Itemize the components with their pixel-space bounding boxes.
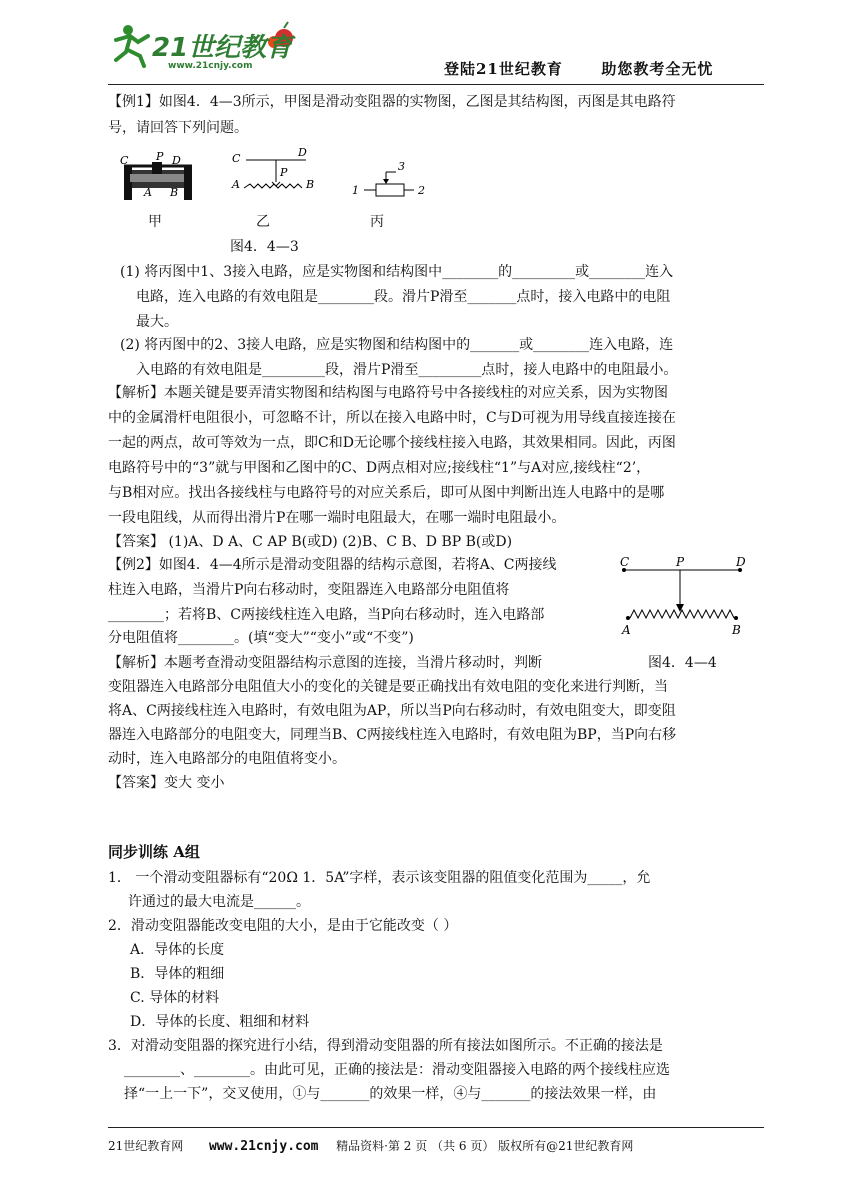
fig4-label-c: C — [620, 555, 630, 569]
fig3-label-3: 3 — [398, 160, 405, 173]
header-slogan — [444, 58, 713, 79]
example1-intro-line1: 【例1】如图4．4—3所示，甲图是滑动变阻器的实物图，乙图是其结构图，丙图是其电路符 — [108, 94, 676, 110]
practice-q3-line3: 择“一上一下”，交叉使用，①与_______的效果一样，④与_______的接法效果一样，由 — [124, 1086, 657, 1102]
fig2-label-d: D — [298, 148, 307, 159]
example1-analysis-line3: 一起的两点，故可等效为一点，即C和D无论哪个接线柱接入电路，其效果相同。因此，丙图 — [108, 435, 676, 451]
example2-line4: 分电阻值将________。(填“变大”“变小”或“不变”) — [108, 630, 414, 646]
example1-analysis-line6: 一段电阻线，从而得出滑片P在哪一端时电阻最大，在哪一端时电阻最小。 — [108, 510, 566, 526]
fig-label-bing: 丙 — [370, 214, 384, 230]
header-divider — [108, 84, 764, 85]
fig4-label-b: B — [732, 623, 741, 637]
fig-label-jia: 甲 — [148, 214, 162, 230]
example2-line3: ________；若将B、C两接线柱连入电路，当P向右移动时，连入电路部 — [108, 607, 545, 623]
practice-q3-line2: ________、________。由此可见，正确的接法是：滑动变阻器接入电路的两个接线柱应选 — [124, 1062, 670, 1078]
footer-url-link[interactable]: www.21cnjy.com — [208, 1139, 319, 1154]
fig1-label-p: P — [156, 150, 164, 163]
example1-q1-line3: 最大。 — [136, 314, 178, 330]
figure-4-4-3-caption: 图4．4—3 — [230, 239, 299, 255]
footer-divider — [108, 1127, 764, 1128]
example2-analysis-line2: 变阻器连入电路部分电阻值大小的变化的关键是要正确找出有效电阻的变化来进行判断，当 — [108, 679, 668, 695]
practice-q2-option-a: A．导体的长度 — [130, 942, 225, 958]
rheostat-photo-icon — [124, 162, 192, 200]
example1-analysis-line5: 与B相对应。找出各接线柱与电路符号的对应关系后，即可从图中判断出连人电路中的是哪 — [108, 485, 665, 501]
fig4-label-a: A — [622, 623, 631, 637]
fig2-label-a: A — [232, 178, 240, 191]
example1-q2-line1: (2) 将丙图中的2、3接人电路，应是实物图和结构图中的_______或________连入电路，连 — [120, 337, 674, 353]
example1-analysis-line1: 【解析】本题关键是要弄清实物图和结构图与电路符号中各接线柱的对应关系，因为实物图 — [108, 385, 668, 401]
footer — [108, 1137, 633, 1154]
rheostat-structure-diagram — [244, 160, 306, 188]
fig1-label-a: A — [144, 186, 152, 199]
example1-analysis-line4: 电路符号中的“3”就与甲图和乙图中的C、D两点相对应;接线柱“1”与A对应,接线柱“2’， — [108, 460, 651, 476]
example2-line2: 柱连入电路，当滑片P向右移动时，变阻器连入电路部分电阻值将 — [108, 582, 510, 598]
fig3-label-2: 2 — [418, 184, 425, 197]
practice-q3-line1: 3．对滑动变阻器的探究进行小结，得到滑动变阻器的所有接法如图所示。不正确的接法是 — [108, 1038, 663, 1054]
logo-text: 21世纪教育 — [152, 33, 293, 63]
practice-heading: 同步训练 A组 — [108, 843, 200, 861]
fig1-label-c: C — [120, 154, 129, 167]
fig4-label-d: D — [736, 555, 746, 569]
logo-graphic — [108, 16, 308, 72]
practice-q2: 2．滑动变阻器能改变电阻的大小，是由于它能改变（ ） — [108, 918, 458, 934]
figure-4-4-4-caption: 图4．4—4 — [648, 655, 717, 671]
example1-q1-line2: 电路，连入电路的有效电阻是________段。滑片P滑至_______点时，接入电路中的电阻 — [136, 289, 671, 305]
rheostat-circuit-symbol — [364, 172, 414, 196]
logo-url: www.21cnjy.com — [168, 61, 253, 71]
fig1-label-b: B — [170, 186, 179, 199]
example1-analysis-line2: 中的金属滑杆电阻很小，可忽略不计，所以在接入电路中时，C与D可视为用导线直接连接在 — [108, 410, 676, 426]
footer-site: 21世纪教育网 — [108, 1139, 184, 1153]
fig1-label-d: D — [172, 154, 181, 167]
fig2-label-c: C — [232, 152, 241, 165]
site-logo[interactable] — [108, 16, 308, 72]
footer-page-info: 精品资料·第 2 页 （共 6 页） 版权所有@21世纪教育网 — [336, 1139, 634, 1153]
example2-line1: 【例2】如图4．4—4所示是滑动变阻器的结构示意图，若将A、C两接线 — [108, 557, 557, 573]
example2-analysis-line4: 器连入电路部分的电阻变大，同理当B、C两接线柱连入电路时，有效电阻为BP，当P向右移 — [108, 727, 677, 743]
practice-q1-line2: 许通过的最大电流是______。 — [128, 894, 310, 910]
example2-analysis-line1: 【解析】本题考查滑动变阻器结构示意图的连接，当滑片移动时，判断 — [108, 655, 542, 671]
fig3-label-1: 1 — [352, 184, 359, 197]
practice-q2-option-c: C. 导体的材料 — [130, 990, 220, 1006]
example2-analysis-line3: 将A、C两接线柱连入电路时，有效电阻为AP，所以当P向右移动时，有效电阻变大，即变阻 — [108, 703, 676, 719]
fig-label-yi: 乙 — [256, 214, 270, 230]
practice-q2-option-b: B．导体的粗细 — [130, 966, 225, 982]
example1-answer: 【答案】 (1)A、D A、C AP B(或D) (2)B、C B、D BP B(或D) — [108, 534, 513, 550]
fig2-label-p: P — [280, 166, 288, 179]
example2-answer: 【答案】变大 变小 — [108, 775, 225, 791]
rheostat-structure-diagram-2 — [622, 568, 742, 620]
practice-q2-option-d: D．导体的长度、粗细和材料 — [130, 1014, 310, 1030]
header-slogan-right: 助您教考全无忧 — [601, 60, 714, 78]
example2-analysis-line5: 动时，连入电路部分的电阻值将变小。 — [108, 751, 346, 767]
example1-q1-line1: (1) 将丙图中1、3接入电路，应是实物图和结构图中________的_________或________连入 — [120, 264, 674, 280]
figure-4-4-4 — [612, 552, 762, 642]
header-slogan-left: 登陆21世纪教育 — [444, 60, 563, 78]
example1-q2-line2: 入电路的有效电阻是_________段，滑片P滑至_________点时，接人电路中的电阻最小。 — [136, 362, 678, 378]
fig4-label-p: P — [676, 555, 685, 569]
practice-q1-line1: 1． 一个滑动变阻器标有“20Ω 1．5A”字样，表示该变阻器的阻值变化范围为_____，允 — [108, 870, 651, 886]
example1-intro-line2: 号，请回答下列问题。 — [108, 120, 248, 136]
fig2-label-b: B — [306, 178, 315, 191]
